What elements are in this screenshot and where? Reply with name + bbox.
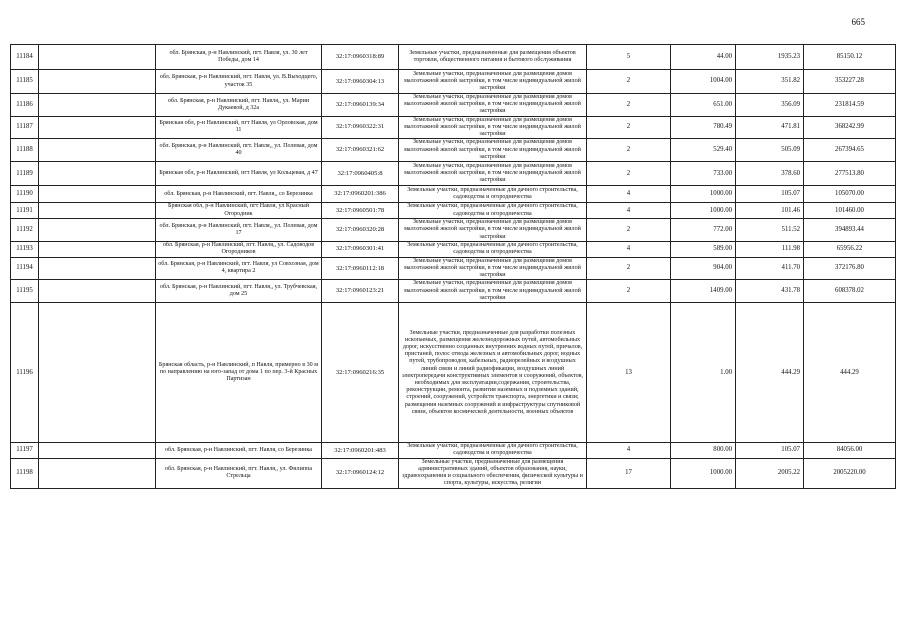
row-group: 2 — [587, 219, 671, 242]
table-row — [11, 443, 896, 458]
row-number: 11195 — [11, 280, 39, 303]
row-gap — [39, 139, 156, 162]
row-specific-value: 105.07 — [736, 186, 804, 203]
row-address: обл. Брянская, р-н Навлинский, пгт. Навля,, ул. Трубчевская, дом 25 — [156, 280, 322, 303]
land-register-table — [10, 44, 896, 489]
table-row — [11, 70, 896, 94]
row-number: 11197 — [11, 443, 39, 458]
row-land-use: Земельные участки, предназначенные для размещения объектов торговли, общественного питания и бытового обслуживания — [399, 45, 587, 70]
table-row — [11, 203, 896, 219]
row-land-use: Земельные участки, предназначенные для размещения домов малоэтажной жилой застройки, в том числе индивидуальной жилой застройки — [399, 219, 587, 242]
row-group: 2 — [587, 94, 671, 117]
row-cadastral-number: 32:17:0960139:34 — [322, 94, 399, 117]
table-row — [11, 45, 896, 70]
row-cadastral-number: 32:17:0960301:41 — [322, 241, 399, 257]
row-address: обл. Брянская, р-н Навлинский, пгт. Навля,, ул. Полевая, дом 17 — [156, 219, 322, 242]
row-cadastral-number: 32:17:0960322:31 — [322, 116, 399, 139]
row-address: обл. Брянская, р-н Навлинский, пгт. Навля, ул. В.Выходцего, участок 35 — [156, 70, 322, 94]
row-specific-value: 471.81 — [736, 116, 804, 139]
row-specific-value: 505.09 — [736, 139, 804, 162]
row-cadastral-number: 32:17:0960321:62 — [322, 139, 399, 162]
row-total-value: 231814.59 — [804, 94, 896, 117]
row-number: 11194 — [11, 257, 39, 280]
table-row — [11, 139, 896, 162]
row-group: 2 — [587, 280, 671, 303]
table-row — [11, 162, 896, 186]
row-address: обл. Брянская, р-н Навлинский, пгт. Навля,, ул. Садоводов Огородников — [156, 241, 322, 257]
row-total-value: 444.29 — [804, 303, 896, 443]
row-total-value: 2005220.00 — [804, 458, 896, 488]
row-group: 2 — [587, 257, 671, 280]
row-group: 2 — [587, 162, 671, 186]
row-cadastral-number: 32:17:0960501:78 — [322, 203, 399, 219]
row-group: 2 — [587, 70, 671, 94]
row-number: 11198 — [11, 458, 39, 488]
row-address: обл. Брянская, р-н Навлинский, пгт. Навля, ул. 30 лет Победы, дом 14 — [156, 45, 322, 70]
row-cadastral-number: 32:17:0960201:386 — [322, 186, 399, 203]
row-total-value: 85150.12 — [804, 45, 896, 70]
row-number: 11187 — [11, 116, 39, 139]
row-number: 11192 — [11, 219, 39, 242]
row-specific-value: 411.70 — [736, 257, 804, 280]
row-land-use: Земельные участки, предназначенные для дачного строительства, садоводства и огородничества — [399, 203, 587, 219]
row-land-use: Земельные участки, предназначенные для размещения домов малоэтажной жилой застройки, в том числе индивидуальной жилой застройки — [399, 70, 587, 94]
row-specific-value: 351.82 — [736, 70, 804, 94]
row-gap — [39, 162, 156, 186]
row-area: 44.00 — [671, 45, 736, 70]
row-address: Брянская обл, р-н Навлинский, пгт Навля, ул Орловская, дом 11 — [156, 116, 322, 139]
row-gap — [39, 443, 156, 458]
table-row — [11, 186, 896, 203]
row-cadastral-number: 32:17:0960318:89 — [322, 45, 399, 70]
row-area: 904.00 — [671, 257, 736, 280]
row-total-value: 267394.65 — [804, 139, 896, 162]
row-cadastral-number: 32:17:0960123:21 — [322, 280, 399, 303]
row-land-use: Земельные участки, предназначенные для размещения домов малоэтажной жилой застройки, в том числе индивидуальной жилой застройки — [399, 116, 587, 139]
row-total-value: 101460.00 — [804, 203, 896, 219]
row-specific-value: 378.60 — [736, 162, 804, 186]
row-specific-value: 111.98 — [736, 241, 804, 257]
row-area: 1000.00 — [671, 203, 736, 219]
row-address: обл. Брянская, р-н Навлинский, пгт. Навля, со Березинка — [156, 443, 322, 458]
row-total-value: 372176.80 — [804, 257, 896, 280]
row-specific-value: 1935.23 — [736, 45, 804, 70]
row-group: 4 — [587, 186, 671, 203]
row-gap — [39, 257, 156, 280]
page-number: 665 — [851, 17, 865, 27]
row-cadastral-number: 32:17:0960405:8 — [322, 162, 399, 186]
row-specific-value: 101.46 — [736, 203, 804, 219]
row-address: Брянская обл, р-н Навлинский, пгт Навля, ул Кольцевая, д 47 — [156, 162, 322, 186]
row-area: 1004.00 — [671, 70, 736, 94]
row-group: 5 — [587, 45, 671, 70]
row-address: Брянская обл, р-н Навлинский, пгт Навля, ул Красный Огородник — [156, 203, 322, 219]
row-area: 529.40 — [671, 139, 736, 162]
row-cadastral-number: 32:17:0960112:18 — [322, 257, 399, 280]
row-number: 11185 — [11, 70, 39, 94]
row-gap — [39, 116, 156, 139]
row-total-value: 105070.00 — [804, 186, 896, 203]
table-body — [11, 45, 896, 489]
row-cadastral-number: 32:17:0960216:35 — [322, 303, 399, 443]
row-total-value: 84056.00 — [804, 443, 896, 458]
row-gap — [39, 45, 156, 70]
row-total-value: 368242.99 — [804, 116, 896, 139]
table-row — [11, 219, 896, 242]
row-group: 2 — [587, 139, 671, 162]
row-land-use: Земельные участки, предназначенные для размещения домов малоэтажной жилой застройки, в том числе индивидуальной жилой застройки — [399, 139, 587, 162]
row-area: 1000.00 — [671, 186, 736, 203]
row-gap — [39, 241, 156, 257]
row-address: обл. Брянская, р-н Навлинский, пгт. Навля,, со Березинка — [156, 186, 322, 203]
row-group: 4 — [587, 203, 671, 219]
row-specific-value: 431.78 — [736, 280, 804, 303]
table-row — [11, 116, 896, 139]
row-land-use: Земельные участки, предназначенные для размещения домов малоэтажной жилой застройки, в том числе индивидуальной жилой застройки — [399, 280, 587, 303]
row-area: 1000.00 — [671, 458, 736, 488]
row-number: 11191 — [11, 203, 39, 219]
row-area: 800.00 — [671, 443, 736, 458]
row-cadastral-number: 32:17:0960304:13 — [322, 70, 399, 94]
row-land-use: Земельные участки, предназначенные для дачного строительства, садоводства и огородничества — [399, 443, 587, 458]
row-address: обл. Брянская, р-н Навлинский, пгт. Навля,, ул. Полевая, дом 40 — [156, 139, 322, 162]
table-row — [11, 458, 896, 488]
row-number: 11189 — [11, 162, 39, 186]
row-group: 13 — [587, 303, 671, 443]
row-area: 1409.00 — [671, 280, 736, 303]
row-land-use: Земельные участки, предназначенные для дачного строительства, садоводства и огородничества — [399, 186, 587, 203]
row-address: Брянская область, р-н Навлинский, п Навля, примерно в 30 м по направлению на юго-запад от дома 1 по пер. 3-й Красных Партизан — [156, 303, 322, 443]
row-gap — [39, 203, 156, 219]
table-row — [11, 94, 896, 117]
table-row — [11, 303, 896, 443]
row-land-use: Земельные участки, предназначенные для дачного строительства, садоводства и огородничества — [399, 241, 587, 257]
row-specific-value: 105.07 — [736, 443, 804, 458]
row-total-value: 394893.44 — [804, 219, 896, 242]
row-gap — [39, 303, 156, 443]
table-row — [11, 280, 896, 303]
row-number: 11186 — [11, 94, 39, 117]
row-number: 11190 — [11, 186, 39, 203]
row-group: 17 — [587, 458, 671, 488]
row-number: 11196 — [11, 303, 39, 443]
row-gap — [39, 186, 156, 203]
row-gap — [39, 280, 156, 303]
row-specific-value: 356.09 — [736, 94, 804, 117]
row-number: 11193 — [11, 241, 39, 257]
row-total-value: 608378.02 — [804, 280, 896, 303]
row-cadastral-number: 32:17:0960320:28 — [322, 219, 399, 242]
row-area: 772.00 — [671, 219, 736, 242]
row-area: 733.00 — [671, 162, 736, 186]
row-address: обл. Брянская, р-н Навлинский, пгт. Навля,, ул. Филиппа Стрельца — [156, 458, 322, 488]
row-gap — [39, 458, 156, 488]
row-group: 4 — [587, 241, 671, 257]
row-gap — [39, 219, 156, 242]
row-specific-value: 511.52 — [736, 219, 804, 242]
table-row — [11, 257, 896, 280]
row-group: 4 — [587, 443, 671, 458]
row-land-use: Земельные участки, предназначенные для разработки полезных ископаемых, размещения железнодорожных путей, автомобильных дорог, искусственно созданных внутренних водных путей, причалов, пристаней, полос отвода железных и автомобильных дорог, водных путей, трубопроводов, кабельных, радиорелейных и воздушных линий связи и линий радиофикации, воздушных линий электропередачи конструктивных элементов и сооружений, объектов, необходимых для эксплуатации,содержания, строительства, реконструкции, ремонта, развития наземных и подземных зданий, строений, сооружений, устройств транспорта, энергетики и связи; размещения наземных сооружений и инфраструктуры спутниковой связи, объектов космической деятельности, военных объектов — [399, 303, 587, 443]
row-number: 11188 — [11, 139, 39, 162]
row-total-value: 65956.22 — [804, 241, 896, 257]
row-area: 780.49 — [671, 116, 736, 139]
row-cadastral-number: 32:17:0960124:12 — [322, 458, 399, 488]
row-area: 651.00 — [671, 94, 736, 117]
row-land-use: Земельные участки, предназначенные для размещения домов малоэтажной жилой застройки, в том числе индивидуальной жилой застройки — [399, 94, 587, 117]
table-row — [11, 241, 896, 257]
row-number: 11184 — [11, 45, 39, 70]
row-total-value: 353227.28 — [804, 70, 896, 94]
row-address: обл. Брянская, р-н Навлинский, пгт. Навля,, ул. Марии Дукаевой, д 32а — [156, 94, 322, 117]
row-land-use: Земельные участки, предназначенные для размещения домов малоэтажной жилой застройки, в том числе индивидуальной жилой застройки — [399, 162, 587, 186]
row-land-use: Земельные участки, предназначенные для размещения административных зданий, объектов образования, науки, здравоохранения и социального обеспечения, физической культуры и спорта, культуры, искусства, религии — [399, 458, 587, 488]
row-address: обл. Брянская, р-н Навлинский, пгт. Навля, ул Совхозная, дом 4, квартира 2 — [156, 257, 322, 280]
row-total-value: 277513.80 — [804, 162, 896, 186]
row-group: 2 — [587, 116, 671, 139]
row-gap — [39, 94, 156, 117]
row-specific-value: 2005.22 — [736, 458, 804, 488]
row-area: 589.00 — [671, 241, 736, 257]
row-land-use: Земельные участки, предназначенные для размещения домов малоэтажной жилой застройки, в том числе индивидуальной жилой застройки — [399, 257, 587, 280]
row-specific-value: 444.29 — [736, 303, 804, 443]
row-cadastral-number: 32:17:0960201:483 — [322, 443, 399, 458]
row-gap — [39, 70, 156, 94]
row-area: 1.00 — [671, 303, 736, 443]
